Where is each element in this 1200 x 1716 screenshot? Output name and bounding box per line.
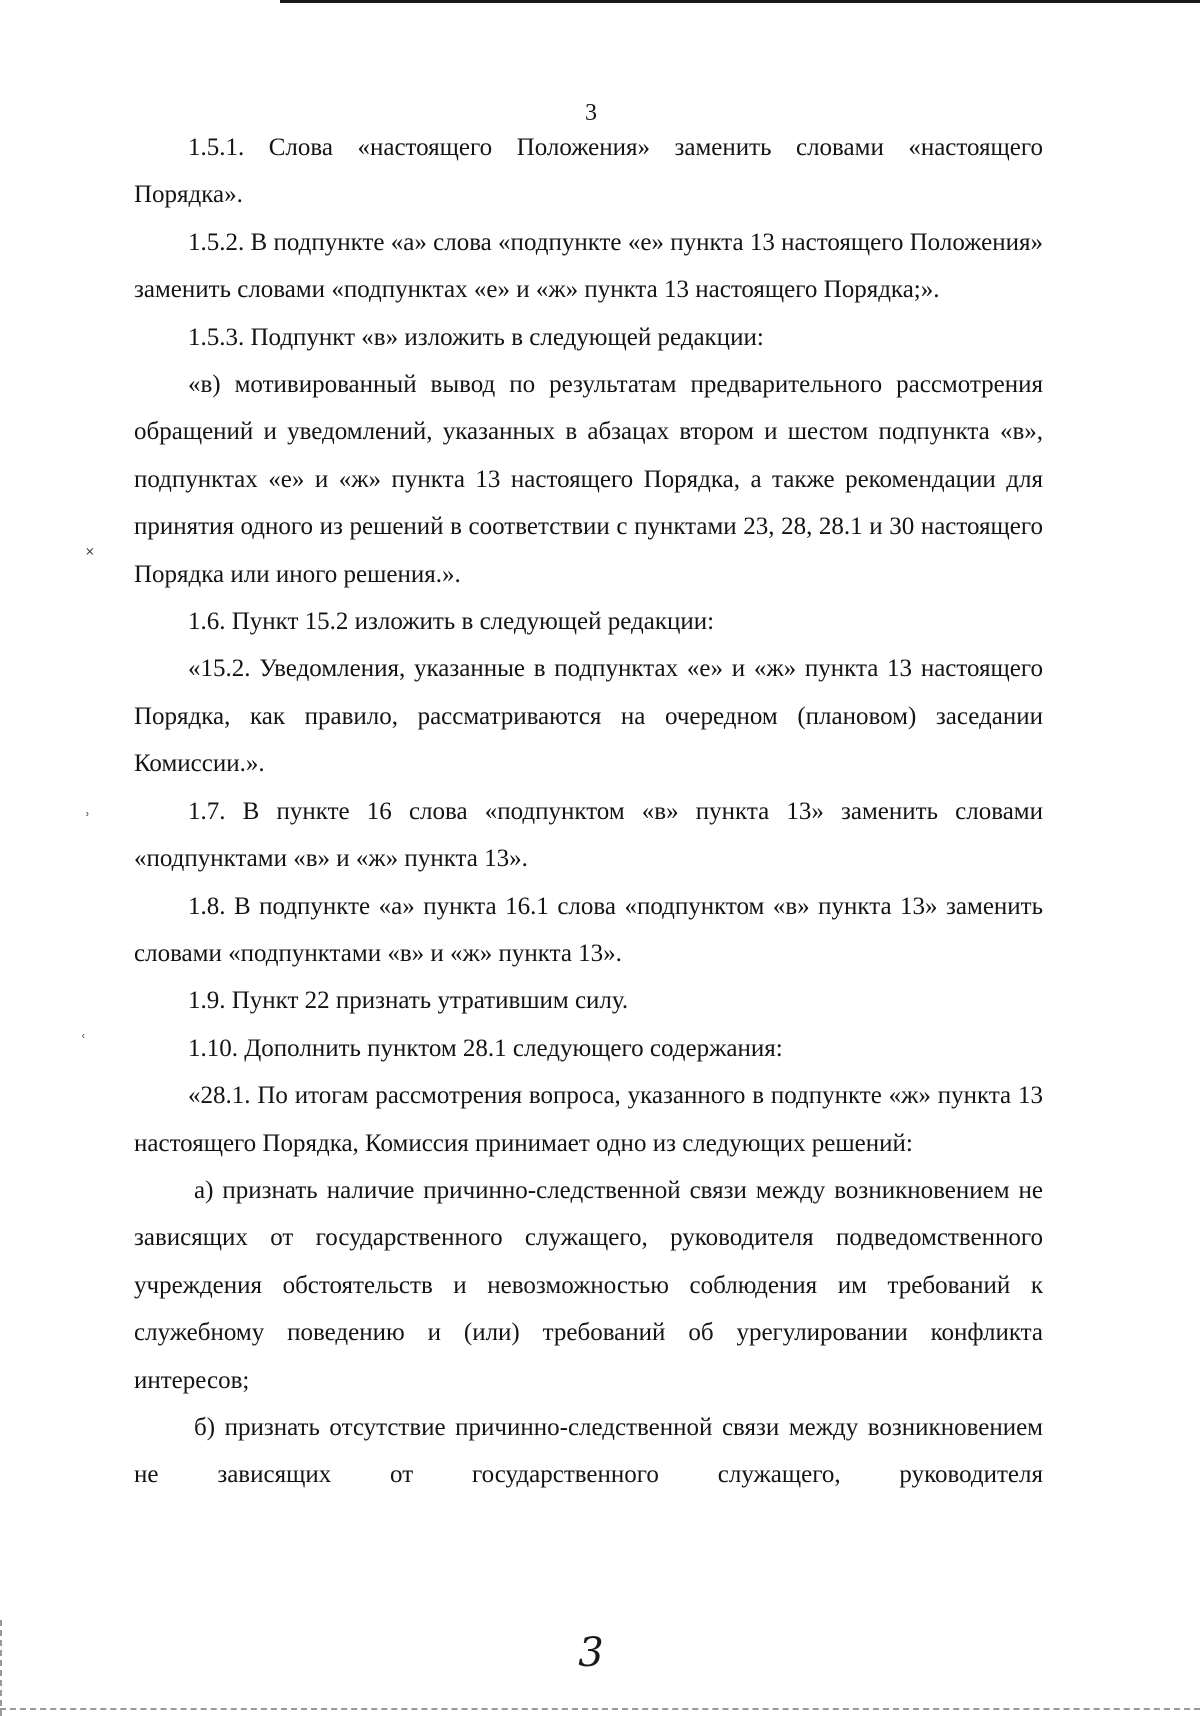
scan-edge-bottom — [0, 1708, 1200, 1710]
paragraph-1-10: 1.10. Дополнить пунктом 28.1 следующего содержания: — [188, 1034, 783, 1062]
scan-edge-top — [280, 0, 1200, 3]
list-item-b: б) признать отсутствие причинно-следственной связи между возникновением не зависящих от государственного служащего, руководителя — [134, 1413, 1043, 1489]
handwritten-page-number: 3 — [578, 1630, 604, 1676]
scan-speck: ˒ — [84, 800, 91, 822]
paragraph-1-8: 1.8. В подпункте «а» пункта 16.1 слова «подпунктом «в» пункта 13» заменить словами «подпунктами «в» и «ж» пункта 13». — [134, 892, 1043, 967]
paragraph-quote-v: «в) мотивированный вывод по результатам предварительного рассмотрения обращений и уведомлений, указанных в абзацах втором и шестом подпункта «в», подпунктах «е» и «ж» пункта 13 настоящего Порядка, а также рекомендации для принятия одного из решений в соответствии с пунктами 23, 28, 28.1 и 30 настоящего Порядка или иного решения.». — [134, 371, 1043, 588]
paragraph-1-5-2: 1.5.2. В подпункте «а» слова «подпункте «е» пункта 13 настоящего Положения» заменить словами «подпунктах «е» и «ж» пункта 13 настоящего Порядка;». — [134, 228, 1043, 304]
scan-speck: ˟ — [86, 545, 94, 567]
paragraph-1-9: 1.9. Пункт 22 признать утратившим силу. — [188, 987, 629, 1015]
paragraph-quote-28-1: «28.1. По итогам рассмотрения вопроса, указанного в подпункте «ж» пункта 13 настоящего Порядка, Комиссия принимает одно из следующих решений: — [134, 1082, 1043, 1157]
paragraph-quote-15-2: «15.2. Уведомления, указанные в подпунктах «е» и «ж» пункта 13 настоящего Порядка, как правило, рассматриваются на очередном (плановом) заседании Комиссии.». — [134, 655, 1043, 778]
paragraph-1-7: 1.7. В пункте 16 слова «подпунктом «в» пункта 13» заменить словами «подпунктами «в» и «ж» пункта 13». — [134, 797, 1043, 873]
document-body — [134, 124, 1043, 1499]
page-number: 3 — [585, 100, 597, 126]
paragraph-1-6: 1.6. Пункт 15.2 изложить в следующей редакции: — [188, 608, 715, 636]
scan-speck: ˓ — [80, 1022, 87, 1044]
paragraph-1-5-1: 1.5.1. Слова «настоящего Положения» заменить словами «настоящего Порядка». — [134, 134, 1043, 209]
paragraph-1-5-3: 1.5.3. Подпункт «в» изложить в следующей редакции: — [188, 323, 764, 351]
list-item-a: а) признать наличие причинно-следственной связи между возникновением не зависящих от государственного служащего, руководителя подведомственного учреждения обстоятельств и невозможностью соблюдения им требований к служебному поведению и (или) требований об урегулировании конфликта интересов; — [134, 1176, 1043, 1394]
